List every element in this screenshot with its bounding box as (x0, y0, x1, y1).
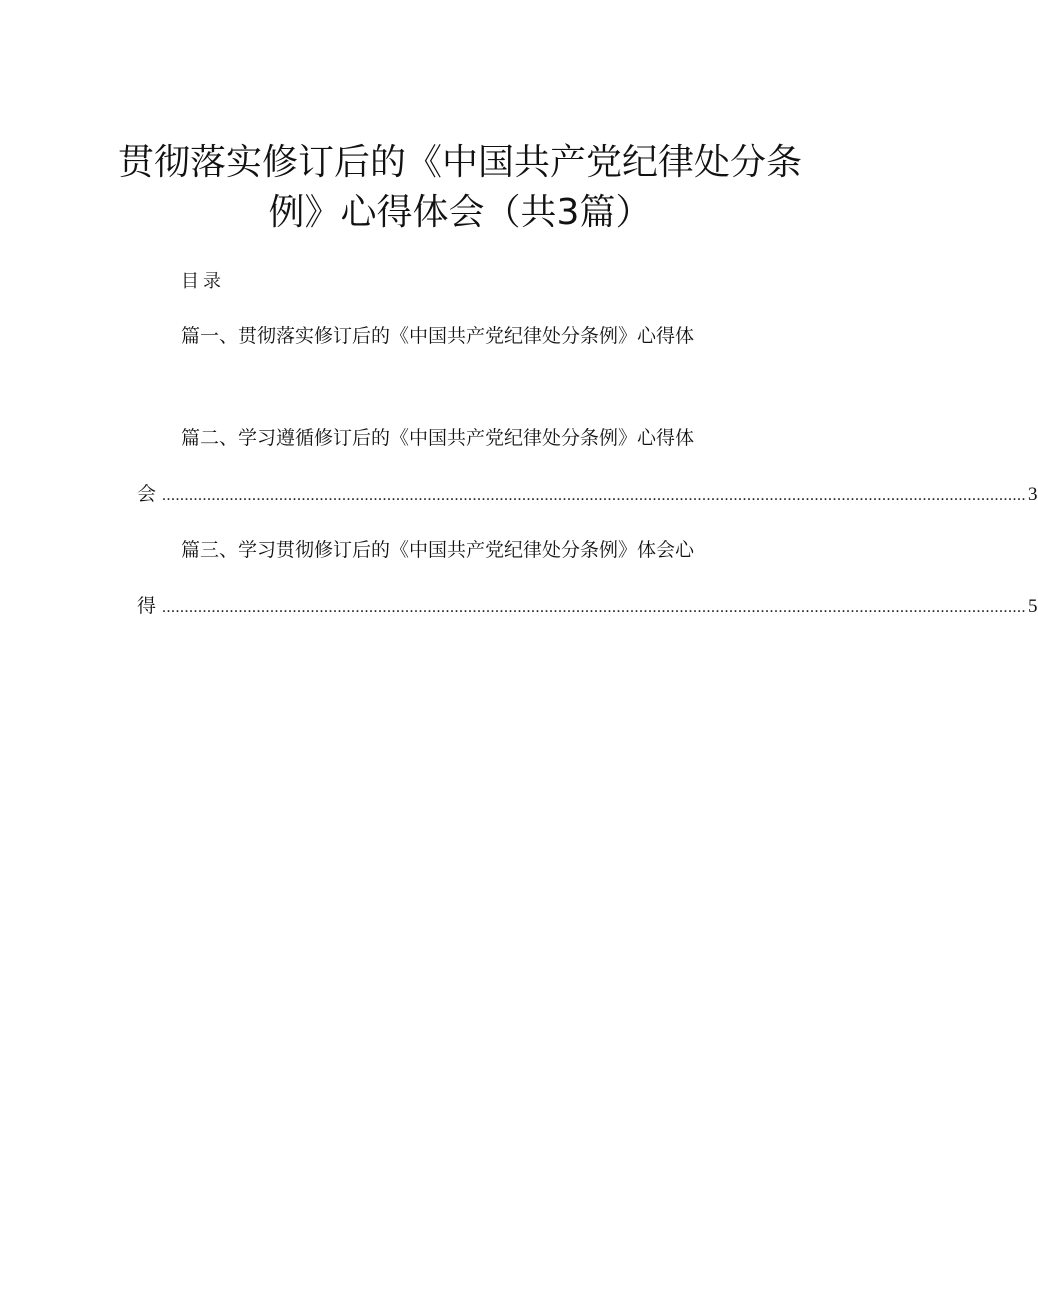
toc-dot-leader: ................................................................................................................................................................................................ (162, 599, 1027, 616)
toc-entry-2-page-number: 3 (1028, 484, 1038, 505)
toc-entry-3-title[interactable]: 篇三、学习贯彻修订后的《中国共产党纪律处分条例》体会心 (181, 539, 695, 561)
toc-entry-2-title[interactable]: 篇二、学习遵循修订后的《中国共产党纪律处分条例》心得体 (181, 427, 695, 449)
toc-entry-2-title-end: 会 (137, 483, 157, 505)
toc-entry-3-title-end: 得 (137, 595, 157, 617)
toc-entry-3-continuation[interactable] (137, 593, 1038, 621)
toc-heading: 目录 (181, 271, 225, 292)
toc-dot-leader: ................................................................................................................................................................................................ (162, 487, 1027, 504)
document-title-line-2: 例》心得体会（共3篇） (268, 192, 652, 233)
toc-entry-3-page-number: 5 (1028, 596, 1038, 617)
toc-entry-2-continuation[interactable] (137, 481, 1038, 509)
document-title-line-1: 贯彻落实修订后的《中国共产党纪律处分条 (117, 142, 802, 183)
toc-entry-1-title[interactable]: 篇一、贯彻落实修订后的《中国共产党纪律处分条例》心得体 (181, 325, 695, 347)
